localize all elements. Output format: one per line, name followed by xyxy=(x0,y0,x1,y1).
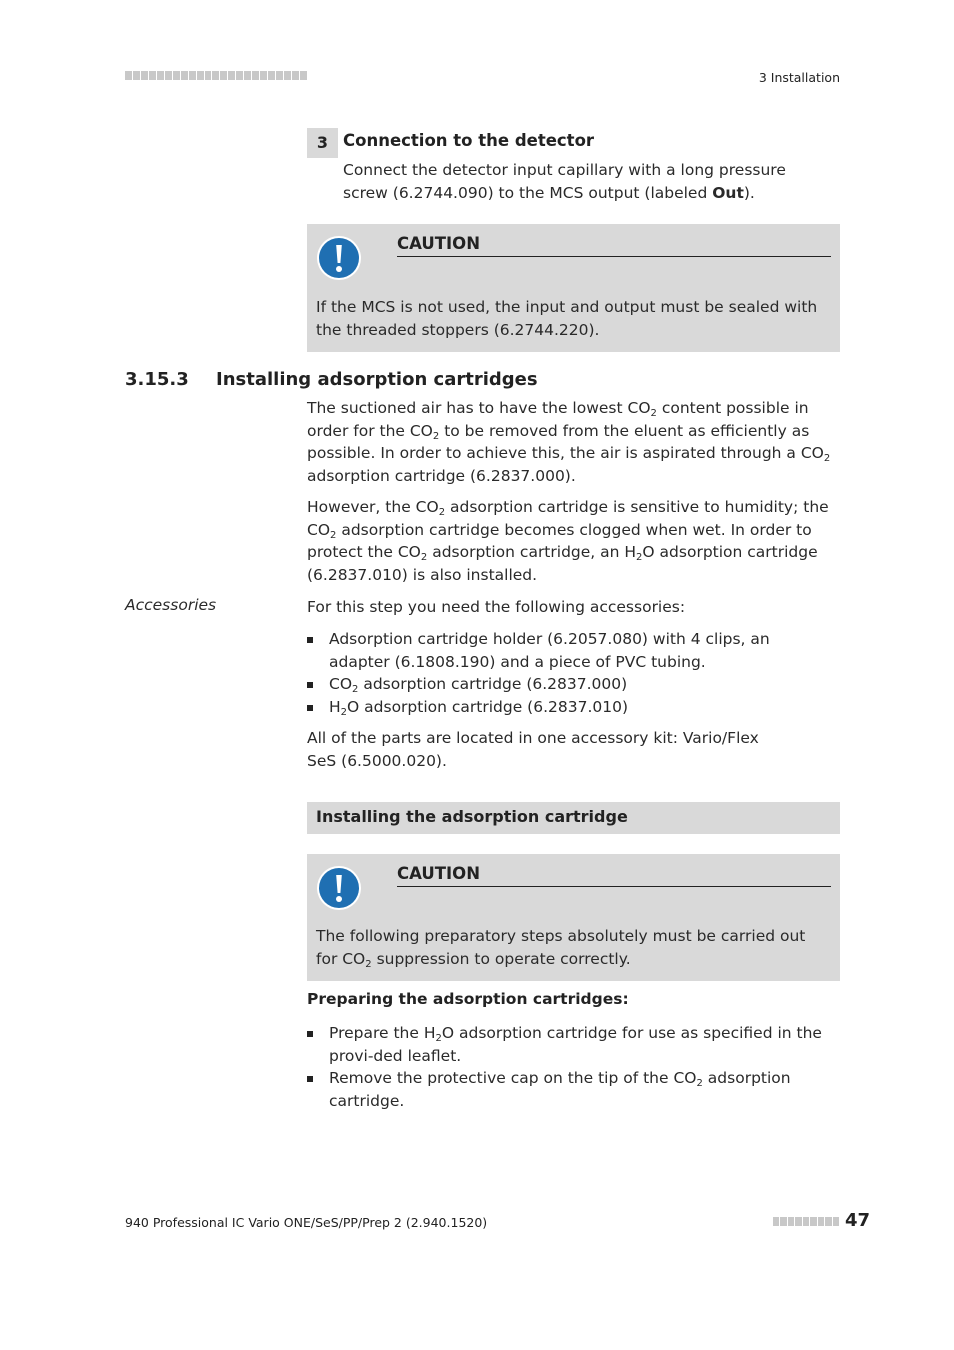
step-text: Connect the detector input capillary with a long pressure screw (6.2744.090) to the MCS output (labeled Out). xyxy=(343,161,786,202)
caution-text: The following preparatory steps absolutely must be carried out for $CO_2$ suppression to operate correctly. xyxy=(316,927,806,970)
list-item: Prepare the $H_2O$ adsorption cartridge for use as specified in the provi-ded leaflet. xyxy=(307,1022,829,1067)
accessories-label: Accessories xyxy=(125,596,217,614)
accessory-kit-text: All of the parts are located in one accessory kit: Vario/Flex SeS (6.5000.020). xyxy=(307,729,759,770)
list-item: Adsorption cartridge holder (6.2057.080) with 4 clips, an adapter (6.1808.190) and a piece of PVC tubing. xyxy=(307,628,827,673)
footer-product: 940 Professional IC Vario ONE/SeS/PP/Prep 2 (2.940.1520) xyxy=(125,1215,488,1230)
paragraph-intro: The suctioned air has to have the lowest $CO_2$ content possible in order for the $CO_2$ to be removed from the eluent as efficiently as possible. In order to achieve this, the air is aspirated through a $CO_2$ adsorption cartridge (6.2837.000). xyxy=(307,399,831,485)
section-number: 3.15.3 xyxy=(125,369,189,390)
subheading-title: Installing the adsorption cartridge xyxy=(316,807,628,826)
step-number: 3 xyxy=(307,128,338,158)
accessories-intro: For this step you need the following accessories: xyxy=(307,598,686,616)
caution-box xyxy=(307,854,840,981)
caution-title: CAUTION xyxy=(397,234,831,257)
chapter-header: 3 Installation xyxy=(758,70,840,85)
exclamation-icon xyxy=(316,235,362,281)
footer-decoration xyxy=(773,1217,839,1226)
caution-text: If the MCS is not used, the input and output must be sealed with the threaded stoppers (6.2744.220). xyxy=(316,298,818,339)
preparing-list xyxy=(307,1022,829,1112)
accessories-list xyxy=(307,628,827,718)
exclamation-icon xyxy=(316,865,362,911)
preparing-heading: Preparing the adsorption cartridges: xyxy=(307,990,629,1008)
step-title: Connection to the detector xyxy=(343,131,595,150)
out-label: Out xyxy=(712,183,744,202)
subheading-bar xyxy=(307,802,840,834)
list-item: $H_2O$ adsorption cartridge (6.2837.010) xyxy=(307,696,827,719)
page-number: 47 xyxy=(845,1210,871,1231)
header-decoration xyxy=(125,71,307,80)
paragraph-humidity: However, the $CO_2$ adsorption cartridge is sensitive to humidity; the $CO_2$ adsorption cartridge becomes clogged when wet. In order to protect the $CO_2$ adsorption cartridge, an $H_2O$ adsorption cartridge (6.2837.010) is also installed. xyxy=(307,498,829,584)
list-item: Remove the protective cap on the tip of the $CO_2$ adsorption cartridge. xyxy=(307,1067,829,1112)
list-item: $CO_2$ adsorption cartridge (6.2837.000) xyxy=(307,673,827,696)
caution-box xyxy=(307,224,840,352)
section-title: Installing adsorption cartridges xyxy=(216,369,538,390)
caution-title: CAUTION xyxy=(397,864,831,887)
